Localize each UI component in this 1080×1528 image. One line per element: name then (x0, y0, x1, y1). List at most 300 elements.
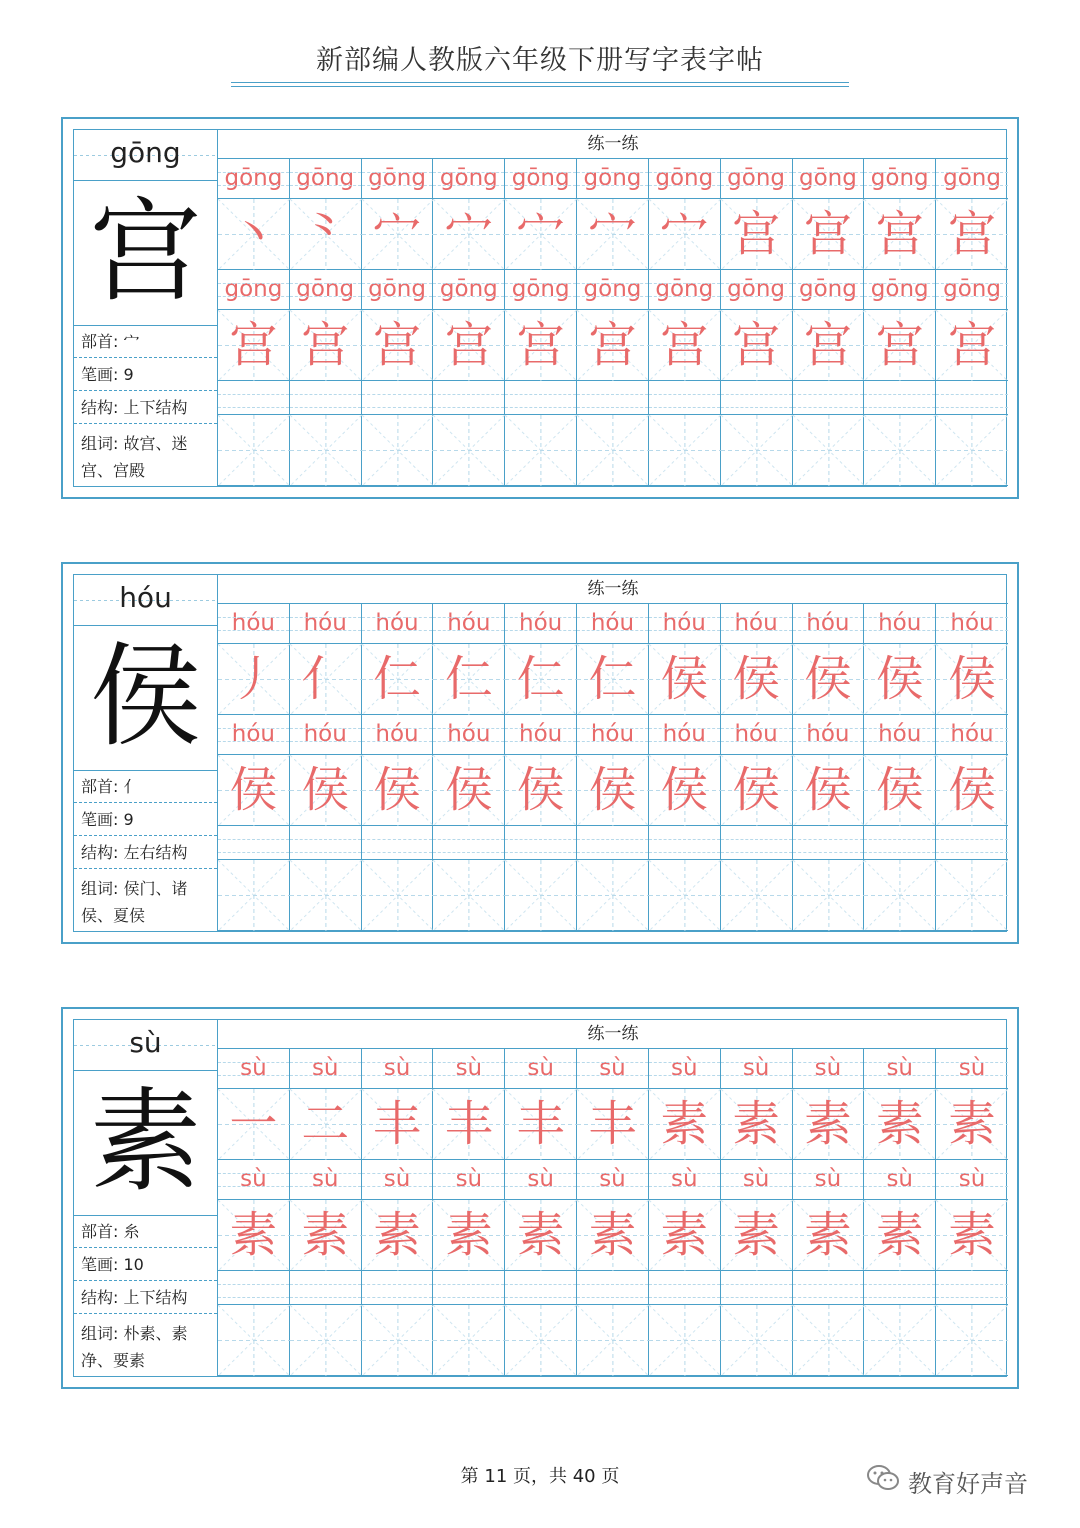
wechat-icon (866, 1463, 900, 1499)
pinyin-cell[interactable]: sù (505, 1160, 577, 1200)
stroke-step-char: 亻 (301, 651, 350, 707)
writing-cell[interactable] (290, 644, 362, 715)
pinyin-cell[interactable]: hóu (218, 715, 290, 755)
writing-cell[interactable] (433, 1305, 505, 1376)
writing-cell[interactable] (864, 199, 936, 270)
pinyin-cell[interactable]: hóu (793, 715, 865, 755)
trace-char: 侯 (301, 762, 350, 818)
stroke-step-char: 侯 (875, 651, 924, 707)
radical-label: 部首: (81, 777, 119, 796)
stroke-step-char: 素 (660, 1096, 709, 1152)
pinyin-cell[interactable] (721, 826, 793, 860)
trace-char: 宫 (948, 317, 997, 373)
pinyin-cell[interactable] (721, 1271, 793, 1305)
pinyin-cell[interactable]: gōng (864, 159, 936, 199)
writing-cell[interactable] (864, 1305, 936, 1376)
pinyin-cell[interactable]: hóu (936, 715, 1008, 755)
writing-cell[interactable] (505, 199, 577, 270)
stroke-step-char: 宫 (803, 206, 852, 262)
structure-row (74, 1282, 217, 1314)
grid-guides (362, 860, 434, 931)
stroke-step-char: 丰 (444, 1096, 493, 1152)
strokes-label: 笔画: (81, 365, 119, 384)
structure-row (74, 837, 217, 869)
writing-cell[interactable] (864, 1089, 936, 1160)
pinyin-box (74, 575, 217, 626)
trace-char: 侯 (516, 762, 565, 818)
stroke-step-char: ⺀ (301, 206, 350, 262)
pinyin-cell[interactable]: hóu (721, 604, 793, 644)
pinyin-cell[interactable]: gōng (362, 270, 434, 310)
words-value: 侯门、诸侯、夏侯 (81, 879, 188, 925)
strokes-label: 笔画: (81, 810, 119, 829)
writing-cell[interactable] (864, 860, 936, 931)
writing-cell[interactable] (433, 860, 505, 931)
pinyin-cell[interactable]: sù (864, 1049, 936, 1089)
stroke-step-char: 丿 (229, 651, 278, 707)
trace-char: 素 (948, 1207, 997, 1263)
pinyin-cell[interactable] (433, 381, 505, 415)
pinyin-cell[interactable]: gōng (577, 159, 649, 199)
model-character: 侯 (74, 625, 217, 771)
grid-guides (362, 415, 434, 486)
pinyin-cell[interactable]: gōng (793, 270, 865, 310)
writing-cell[interactable] (505, 755, 577, 826)
writing-cell[interactable] (362, 644, 434, 715)
pinyin-cell[interactable] (505, 826, 577, 860)
char-pinyin: gōng (110, 136, 181, 169)
pinyin-cell[interactable] (864, 1271, 936, 1305)
writing-cell[interactable] (721, 860, 793, 931)
writing-cell[interactable] (218, 199, 290, 270)
writing-cell[interactable] (577, 199, 649, 270)
pinyin-cell[interactable] (290, 826, 362, 860)
pinyin-cell[interactable]: sù (649, 1160, 721, 1200)
pinyin-cell[interactable]: hóu (505, 715, 577, 755)
pinyin-cell[interactable] (218, 381, 290, 415)
writing-cell[interactable] (721, 1089, 793, 1160)
structure-row (74, 392, 217, 424)
writing-cell[interactable] (433, 644, 505, 715)
pinyin-cell[interactable]: sù (577, 1049, 649, 1089)
pinyin-cell[interactable] (362, 1271, 434, 1305)
stroke-step-char: 宫 (948, 206, 997, 262)
writing-cell[interactable] (577, 644, 649, 715)
writing-cell[interactable] (290, 860, 362, 931)
pinyin-cell[interactable] (721, 381, 793, 415)
writing-cell[interactable] (362, 199, 434, 270)
writing-row (218, 860, 1008, 931)
pinyin-cell[interactable]: gōng (649, 270, 721, 310)
writing-cell[interactable] (793, 415, 865, 486)
writing-cell[interactable] (649, 415, 721, 486)
writing-cell[interactable] (721, 1200, 793, 1271)
pinyin-row (218, 604, 1008, 644)
writing-row (218, 199, 1008, 270)
radical-value: 亻 (123, 777, 140, 796)
writing-cell[interactable] (649, 1089, 721, 1160)
trace-char: 宫 (373, 317, 422, 373)
stroke-step-char: 宀 (444, 206, 493, 262)
writing-cell[interactable] (433, 755, 505, 826)
pinyin-cell[interactable]: hóu (218, 604, 290, 644)
pinyin-box (74, 1020, 217, 1071)
stroke-step-char: 一 (229, 1096, 278, 1152)
grid-guides (577, 1305, 649, 1376)
pinyin-cell[interactable]: sù (649, 1049, 721, 1089)
pinyin-cell[interactable]: hóu (577, 715, 649, 755)
pinyin-cell[interactable] (936, 381, 1008, 415)
writing-cell[interactable] (505, 310, 577, 381)
writing-cell[interactable] (793, 1200, 865, 1271)
writing-cell[interactable] (218, 755, 290, 826)
pinyin-row (218, 1271, 1008, 1305)
writing-cell[interactable] (936, 860, 1008, 931)
writing-cell[interactable] (362, 860, 434, 931)
pinyin-cell[interactable] (362, 381, 434, 415)
writing-cell[interactable] (433, 310, 505, 381)
grid-guides (936, 415, 1008, 486)
writing-cell[interactable] (362, 1200, 434, 1271)
pinyin-cell[interactable]: sù (864, 1160, 936, 1200)
pinyin-cell[interactable] (433, 826, 505, 860)
pinyin-cell[interactable] (793, 826, 865, 860)
writing-cell[interactable] (936, 1200, 1008, 1271)
writing-cell[interactable] (793, 199, 865, 270)
strokes-value: 10 (123, 1255, 144, 1274)
writing-cell[interactable] (936, 310, 1008, 381)
character-card (61, 1007, 1019, 1389)
structure-value: 上下结构 (123, 1288, 188, 1307)
trace-char: 侯 (444, 762, 493, 818)
writing-cell[interactable] (721, 644, 793, 715)
pinyin-cell[interactable]: sù (793, 1160, 865, 1200)
pinyin-cell[interactable]: gōng (433, 270, 505, 310)
writing-cell[interactable] (505, 1305, 577, 1376)
pinyin-cell[interactable] (649, 381, 721, 415)
writing-cell[interactable] (721, 755, 793, 826)
stroke-step-char: 素 (948, 1096, 997, 1152)
writing-cell[interactable] (505, 1089, 577, 1160)
writing-cell[interactable] (577, 1089, 649, 1160)
pinyin-cell[interactable] (505, 1271, 577, 1305)
writing-cell[interactable] (936, 415, 1008, 486)
pinyin-cell[interactable]: hóu (864, 604, 936, 644)
writing-row (218, 644, 1008, 715)
writing-cell[interactable] (505, 415, 577, 486)
writing-cell[interactable] (218, 1089, 290, 1160)
structure-label: 结构: (81, 1288, 119, 1307)
writing-cell[interactable] (721, 199, 793, 270)
writing-cell[interactable] (577, 1305, 649, 1376)
pinyin-cell[interactable]: sù (362, 1160, 434, 1200)
writing-cell[interactable] (505, 860, 577, 931)
pinyin-row (218, 1160, 1008, 1200)
writing-cell[interactable] (721, 415, 793, 486)
pinyin-cell[interactable]: sù (218, 1160, 290, 1200)
writing-cell[interactable] (936, 1089, 1008, 1160)
writing-cell[interactable] (362, 1305, 434, 1376)
writing-cell[interactable] (218, 310, 290, 381)
pinyin-cell[interactable] (936, 826, 1008, 860)
pinyin-cell[interactable]: hóu (721, 715, 793, 755)
writing-cell[interactable] (793, 310, 865, 381)
pinyin-cell[interactable]: sù (936, 1049, 1008, 1089)
pinyin-cell[interactable]: hóu (936, 604, 1008, 644)
stroke-step-char: 仁 (373, 651, 422, 707)
stroke-step-char: 丰 (373, 1096, 422, 1152)
writing-cell[interactable] (433, 199, 505, 270)
writing-cell[interactable] (505, 1200, 577, 1271)
writing-cell[interactable] (218, 644, 290, 715)
writing-cell[interactable] (649, 860, 721, 931)
pinyin-cell[interactable]: sù (721, 1160, 793, 1200)
structure-value: 上下结构 (123, 398, 188, 417)
pinyin-cell[interactable]: hóu (793, 604, 865, 644)
pinyin-cell[interactable]: gōng (505, 159, 577, 199)
words-value: 朴素、素净、要素 (81, 1324, 188, 1370)
writing-cell[interactable] (290, 199, 362, 270)
writing-cell[interactable] (290, 1089, 362, 1160)
pinyin-cell[interactable] (218, 1271, 290, 1305)
trace-char: 素 (444, 1207, 493, 1263)
pinyin-cell[interactable]: sù (793, 1049, 865, 1089)
writing-cell[interactable] (649, 755, 721, 826)
grid-guides (649, 415, 721, 486)
writing-cell[interactable] (362, 1089, 434, 1160)
pinyin-cell[interactable] (577, 1271, 649, 1305)
char-pinyin: sù (129, 1026, 162, 1059)
pinyin-cell[interactable]: gōng (936, 159, 1008, 199)
writing-cell[interactable] (793, 1305, 865, 1376)
words-value: 故宫、迷宫、宫殿 (81, 434, 188, 480)
pinyin-cell[interactable] (218, 826, 290, 860)
pinyin-cell[interactable] (793, 381, 865, 415)
writing-cell[interactable] (721, 1305, 793, 1376)
grid-guides (505, 860, 577, 931)
strokes-row (74, 1249, 217, 1281)
card-inner (73, 574, 1007, 932)
pinyin-cell[interactable]: hóu (577, 604, 649, 644)
trace-char: 素 (301, 1207, 350, 1263)
stroke-step-char: 宀 (588, 206, 637, 262)
writing-cell[interactable] (577, 1200, 649, 1271)
writing-cell[interactable] (793, 755, 865, 826)
pinyin-cell[interactable]: hóu (433, 604, 505, 644)
pinyin-cell[interactable]: hóu (362, 715, 434, 755)
pinyin-cell[interactable]: gōng (864, 270, 936, 310)
writing-cell[interactable] (936, 644, 1008, 715)
writing-cell[interactable] (362, 415, 434, 486)
stroke-step-char: 仁 (516, 651, 565, 707)
writing-cell[interactable] (649, 199, 721, 270)
grid-guides (793, 415, 865, 486)
writing-cell[interactable] (864, 644, 936, 715)
writing-cell[interactable] (936, 755, 1008, 826)
radical-value: 宀 (123, 332, 140, 351)
pinyin-cell[interactable]: gōng (290, 159, 362, 199)
writing-row (218, 310, 1008, 381)
pinyin-cell[interactable]: gōng (218, 270, 290, 310)
strokes-value: 9 (123, 365, 134, 384)
pinyin-cell[interactable]: gōng (721, 270, 793, 310)
grid-guides (793, 1305, 865, 1376)
pinyin-cell[interactable]: gōng (362, 159, 434, 199)
pinyin-row (218, 270, 1008, 310)
writing-cell[interactable] (362, 755, 434, 826)
pinyin-cell[interactable]: sù (433, 1049, 505, 1089)
writing-cell[interactable] (649, 310, 721, 381)
stroke-step-char: 侯 (660, 651, 709, 707)
stroke-step-char: 素 (875, 1096, 924, 1152)
grid-guides (505, 415, 577, 486)
writing-cell[interactable] (864, 755, 936, 826)
structure-label: 结构: (81, 843, 119, 862)
writing-cell[interactable] (290, 1200, 362, 1271)
pinyin-cell[interactable] (649, 1271, 721, 1305)
pinyin-cell[interactable]: gōng (433, 159, 505, 199)
writing-cell[interactable] (577, 860, 649, 931)
writing-row (218, 1089, 1008, 1160)
grid-guides (290, 1305, 362, 1376)
pinyin-cell[interactable]: sù (218, 1049, 290, 1089)
model-character: 素 (74, 1070, 217, 1216)
writing-cell[interactable] (649, 1305, 721, 1376)
stroke-step-char: 丰 (588, 1096, 637, 1152)
pinyin-cell[interactable]: gōng (649, 159, 721, 199)
writing-cell[interactable] (864, 310, 936, 381)
writing-cell[interactable] (218, 415, 290, 486)
pinyin-cell[interactable]: hóu (433, 715, 505, 755)
pinyin-cell[interactable] (577, 381, 649, 415)
writing-cell[interactable] (793, 860, 865, 931)
pinyin-cell[interactable]: hóu (362, 604, 434, 644)
char-info-panel (74, 1020, 218, 1376)
pinyin-cell[interactable] (290, 1271, 362, 1305)
pinyin-row (218, 1049, 1008, 1089)
pinyin-cell[interactable] (864, 826, 936, 860)
pinyin-cell[interactable]: gōng (290, 270, 362, 310)
trace-char: 宫 (444, 317, 493, 373)
trace-char: 宫 (732, 317, 781, 373)
writing-cell[interactable] (218, 860, 290, 931)
writing-cell[interactable] (290, 415, 362, 486)
pinyin-cell[interactable] (936, 1271, 1008, 1305)
pinyin-cell[interactable]: sù (433, 1160, 505, 1200)
writing-cell[interactable] (218, 1200, 290, 1271)
practice-grid (218, 575, 1008, 931)
trace-char: 侯 (588, 762, 637, 818)
page-footer: 第 11 页，共 40 页 (460, 1466, 620, 1487)
writing-cell[interactable] (577, 415, 649, 486)
trace-char: 素 (588, 1207, 637, 1263)
writing-cell[interactable] (362, 310, 434, 381)
grid-guides (721, 1305, 793, 1376)
pinyin-cell[interactable]: sù (290, 1160, 362, 1200)
pinyin-cell[interactable] (362, 826, 434, 860)
pinyin-cell[interactable] (433, 1271, 505, 1305)
pinyin-cell[interactable]: gōng (793, 159, 865, 199)
pinyin-cell[interactable] (290, 381, 362, 415)
pinyin-cell[interactable]: sù (290, 1049, 362, 1089)
writing-row (218, 415, 1008, 486)
writing-cell[interactable] (936, 199, 1008, 270)
trace-char: 侯 (875, 762, 924, 818)
writing-cell[interactable] (649, 1200, 721, 1271)
pinyin-cell[interactable]: sù (721, 1049, 793, 1089)
trace-char: 素 (732, 1207, 781, 1263)
brand-watermark (866, 1463, 1028, 1499)
grid-guides (649, 860, 721, 931)
pinyin-cell[interactable]: hóu (649, 604, 721, 644)
pinyin-cell[interactable]: sù (936, 1160, 1008, 1200)
character-card (61, 562, 1019, 944)
pinyin-cell[interactable]: hóu (864, 715, 936, 755)
trace-char: 宫 (588, 317, 637, 373)
practice-grid (218, 1020, 1008, 1376)
trace-char: 宫 (875, 317, 924, 373)
writing-cell[interactable] (649, 644, 721, 715)
writing-cell[interactable] (505, 644, 577, 715)
writing-cell[interactable] (936, 1305, 1008, 1376)
writing-cell[interactable] (290, 310, 362, 381)
words-label: 组词: (81, 879, 119, 898)
writing-cell[interactable] (577, 755, 649, 826)
pinyin-cell[interactable]: gōng (577, 270, 649, 310)
structure-label: 结构: (81, 398, 119, 417)
strokes-row (74, 804, 217, 836)
pinyin-cell[interactable]: sù (577, 1160, 649, 1200)
writing-cell[interactable] (793, 644, 865, 715)
writing-cell[interactable] (864, 1200, 936, 1271)
page-title: 新部编人教版六年级下册写字表字帖 (316, 45, 764, 76)
writing-cell[interactable] (433, 1089, 505, 1160)
pinyin-row (218, 826, 1008, 860)
writing-cell[interactable] (864, 415, 936, 486)
writing-cell[interactable] (290, 1305, 362, 1376)
writing-cell[interactable] (218, 1305, 290, 1376)
pinyin-cell[interactable]: hóu (505, 604, 577, 644)
writing-cell[interactable] (793, 1089, 865, 1160)
pinyin-cell[interactable]: gōng (721, 159, 793, 199)
writing-cell[interactable] (433, 415, 505, 486)
stroke-step-char: 素 (732, 1096, 781, 1152)
pinyin-cell[interactable]: hóu (290, 715, 362, 755)
pinyin-cell[interactable]: gōng (218, 159, 290, 199)
pinyin-cell[interactable] (793, 1271, 865, 1305)
trace-char: 素 (660, 1207, 709, 1263)
pinyin-cell[interactable]: hóu (649, 715, 721, 755)
grid-guides (218, 415, 290, 486)
writing-cell[interactable] (290, 755, 362, 826)
trace-char: 侯 (660, 762, 709, 818)
pinyin-cell[interactable]: gōng (936, 270, 1008, 310)
pinyin-cell[interactable] (577, 826, 649, 860)
card-inner (73, 1019, 1007, 1377)
writing-cell[interactable] (433, 1200, 505, 1271)
pinyin-cell[interactable]: sù (362, 1049, 434, 1089)
pinyin-cell[interactable]: gōng (505, 270, 577, 310)
pinyin-cell[interactable] (864, 381, 936, 415)
pinyin-cell[interactable] (649, 826, 721, 860)
writing-cell[interactable] (577, 310, 649, 381)
pinyin-cell[interactable]: sù (505, 1049, 577, 1089)
writing-cell[interactable] (721, 310, 793, 381)
pinyin-box (74, 130, 217, 181)
pinyin-cell[interactable] (505, 381, 577, 415)
pinyin-cell[interactable]: hóu (290, 604, 362, 644)
stroke-step-char: 仁 (588, 651, 637, 707)
